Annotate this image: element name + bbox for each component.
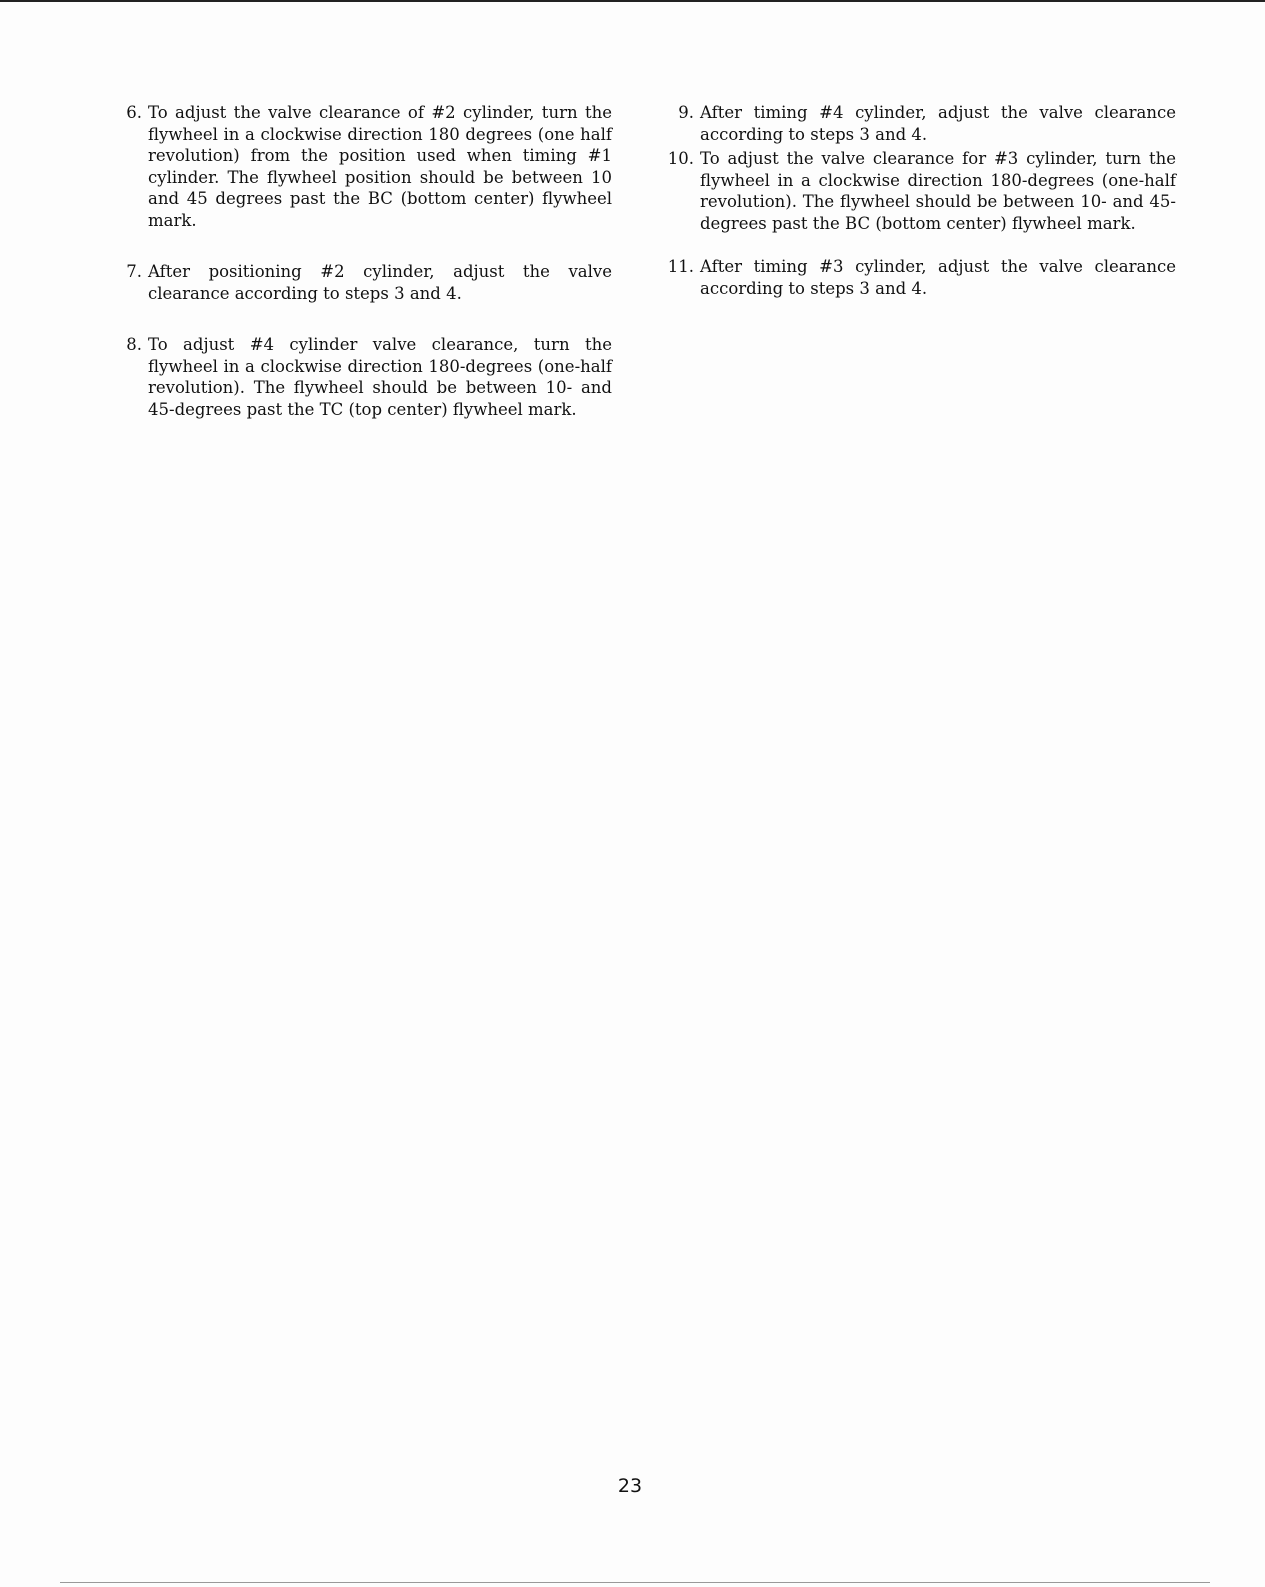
step-number: 10. bbox=[667, 149, 694, 168]
right-column bbox=[664, 102, 1176, 299]
step-number: 11. bbox=[667, 257, 694, 276]
step-number: 9. bbox=[678, 103, 694, 122]
step-8 bbox=[112, 334, 612, 420]
step-number: 7. bbox=[126, 262, 142, 281]
step-number: 8. bbox=[126, 335, 142, 354]
step-text: After timing #3 cylinder, adjust the valve clearance according to steps 3 and 4. bbox=[700, 257, 1176, 298]
left-column bbox=[112, 102, 612, 420]
step-11 bbox=[664, 256, 1176, 299]
step-9 bbox=[664, 102, 1176, 145]
step-text: To adjust #4 cylinder valve clearance, turn the flywheel in a clockwise direction 180-degrees (one-half revolution). The flywheel should be between 10- and 45-degrees past the TC (top center) flywheel mark. bbox=[148, 335, 612, 419]
bottom-border bbox=[60, 1582, 1210, 1583]
step-text: To adjust the valve clearance for #3 cylinder, turn the flywheel in a clockwise direction 180-degrees (one-half revolution). The flywheel should be between 10- and 45-degrees past the BC (bottom center) flywheel mark. bbox=[700, 149, 1176, 233]
top-border bbox=[0, 0, 1265, 2]
step-text: After positioning #2 cylinder, adjust the valve clearance according to steps 3 and 4. bbox=[148, 262, 612, 303]
step-text: After timing #4 cylinder, adjust the valve clearance according to steps 3 and 4. bbox=[700, 103, 1176, 144]
step-10 bbox=[664, 148, 1176, 234]
step-number: 6. bbox=[126, 103, 142, 122]
page-number: 23 bbox=[617, 1475, 643, 1497]
step-text: To adjust the valve clearance of #2 cylinder, turn the flywheel in a clockwise direction 180 degrees (one half revolution) from the position used when timing #1 cylinder. The flywheel position should be between 10 and 45 degrees past the BC (bottom center) flywheel mark. bbox=[148, 103, 612, 230]
step-6 bbox=[112, 102, 612, 231]
step-7 bbox=[112, 261, 612, 304]
